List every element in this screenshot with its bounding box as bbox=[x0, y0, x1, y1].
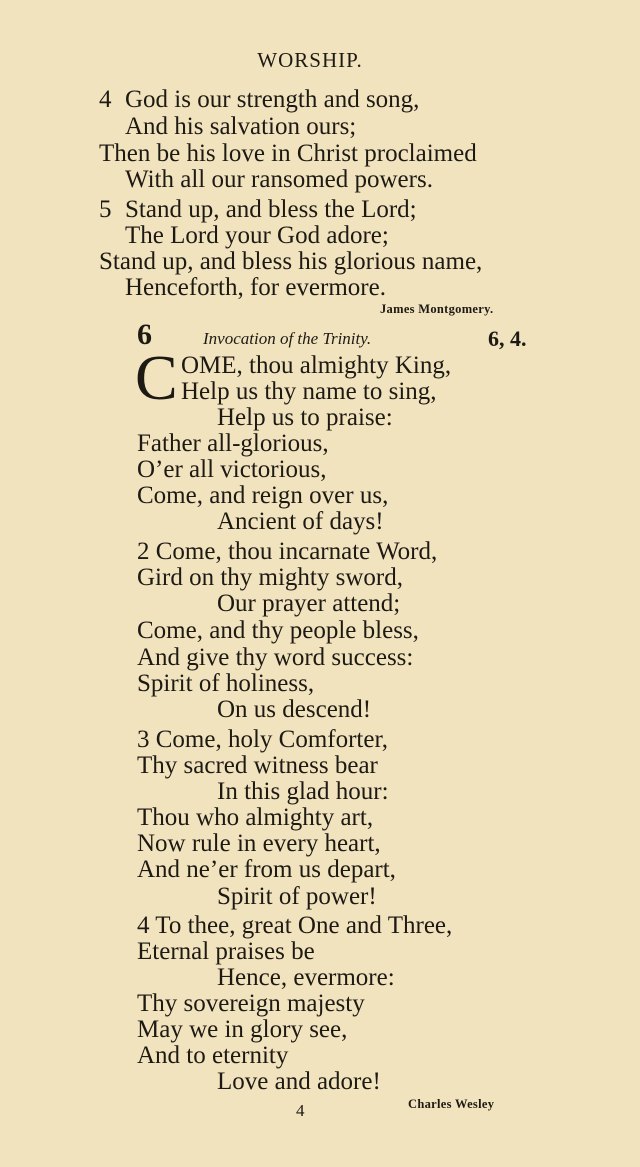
hymn6-line: And to eternity bbox=[137, 1042, 289, 1069]
hymn-meter: 6, 4. bbox=[488, 326, 527, 351]
hymn6-line: Thy sacred witness bear bbox=[137, 752, 378, 779]
hymn6-line: Thou who almighty art, bbox=[137, 804, 374, 831]
hymn6-line: Come, and reign over us, bbox=[137, 482, 389, 509]
page-number: 4 bbox=[296, 1101, 305, 1120]
hymn6-line: And give thy word success: bbox=[137, 644, 414, 671]
hymn6-line: Ancient of days! bbox=[217, 508, 384, 535]
hymn6-line: Spirit of power! bbox=[217, 883, 377, 910]
verse-line-text: Stand up, and bless the Lord; bbox=[125, 196, 417, 223]
verse-number: 4 bbox=[99, 86, 112, 113]
hymn6-line: Help us thy name to sing, bbox=[181, 378, 437, 405]
drop-cap: C bbox=[135, 342, 178, 413]
hymn5-line bbox=[99, 86, 419, 114]
hymn6-author: Charles Wesley bbox=[408, 1097, 495, 1111]
hymn6-line: OME, thou almighty King, bbox=[181, 352, 452, 379]
hymn6-line: Hence, evermore: bbox=[217, 964, 395, 991]
hymn5-author: James Montgomery. bbox=[380, 302, 494, 316]
hymn5-line: The Lord your God adore; bbox=[125, 222, 389, 249]
hymn6-line: Our prayer attend; bbox=[217, 590, 401, 617]
hymn5-line: Then be his love in Christ proclaimed bbox=[99, 140, 477, 167]
hymn6-line: On us descend! bbox=[217, 696, 372, 723]
verse-number: 5 bbox=[99, 196, 112, 223]
hymn6-line: Gird on thy mighty sword, bbox=[137, 564, 403, 591]
hymn-number: 6 bbox=[137, 318, 152, 351]
hymn6-line: O’er all victorious, bbox=[137, 456, 327, 483]
hymn6-line: Eternal praises be bbox=[137, 938, 315, 965]
hymn-title: Invocation of the Trinity. bbox=[203, 329, 372, 348]
hymn6-line: 3 Come, holy Comforter, bbox=[137, 726, 389, 753]
hymn5-line: Henceforth, for evermore. bbox=[125, 274, 386, 301]
page-header: WORSHIP. bbox=[257, 48, 363, 72]
hymn6-line: In this glad hour: bbox=[217, 778, 389, 805]
hymn6-line: Father all-glorious, bbox=[137, 430, 329, 457]
hymn6-line: 2 Come, thou incarnate Word, bbox=[137, 538, 438, 565]
hymn6-line: Love and adore! bbox=[217, 1068, 381, 1095]
hymn6-line: Help us to praise: bbox=[217, 404, 393, 431]
hymn6-line: 4 To thee, great One and Three, bbox=[137, 912, 453, 939]
hymn6-line: And ne’er from us depart, bbox=[137, 856, 396, 883]
hymn5-line: Stand up, and bless his glorious name, bbox=[99, 248, 483, 275]
hymn6-line: Now rule in every heart, bbox=[137, 830, 381, 857]
hymn6-line: Thy sovereign majesty bbox=[137, 990, 365, 1017]
hymn6-line: May we in glory see, bbox=[137, 1016, 348, 1043]
hymn5-line bbox=[99, 196, 417, 224]
hymn5-line: And his salvation ours; bbox=[125, 113, 357, 140]
verse-line-text: God is our strength and song, bbox=[125, 86, 420, 113]
hymn5-line: With all our ransomed powers. bbox=[125, 166, 433, 193]
hymn6-line: Come, and thy people bless, bbox=[137, 617, 419, 644]
hymn6-line: Spirit of holiness, bbox=[137, 670, 315, 697]
